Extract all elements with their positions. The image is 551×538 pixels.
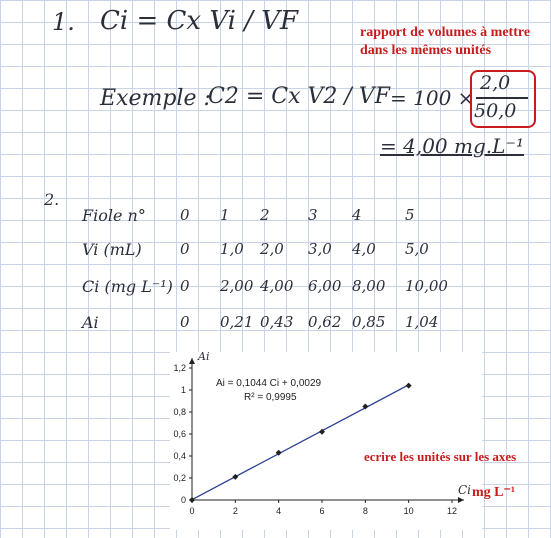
example-label: Exemple : [100, 86, 211, 111]
table-cell: 2 [260, 206, 270, 224]
table-cell: 5 [405, 206, 415, 224]
table-cell: 0,21 [220, 313, 254, 331]
y-tick-label: 0,2 [173, 473, 186, 483]
x-tick-label: 2 [232, 506, 238, 516]
table-row-label: Fiole n° [82, 206, 146, 225]
formula: Ci = Cx Vi / VF [100, 6, 299, 36]
trendline [192, 385, 409, 500]
table-row-label: Ai [82, 313, 99, 332]
table-cell: 1 [220, 206, 230, 224]
table-cell: 2,00 [220, 277, 254, 295]
data-point [232, 474, 238, 480]
example-multiplier: = 100 × [390, 86, 475, 110]
table-cell: 0,43 [260, 313, 294, 331]
table-cell: 2,0 [260, 240, 284, 258]
x-tick-label: 10 [403, 506, 414, 516]
y-axis-label: Ai [198, 352, 210, 363]
y-tick-label: 0,4 [173, 451, 186, 461]
x-axis-unit-annotation: mg L⁻¹ [472, 485, 516, 500]
annotation-volumes: rapport de volumes à mettre dans les mêmes unités [360, 25, 531, 58]
data-point [406, 383, 412, 389]
y-tick-label: 0,6 [173, 429, 186, 439]
x-axis-label: Ci [458, 483, 472, 497]
table-cell: 1,0 [220, 240, 244, 258]
table-cell: 8,00 [352, 277, 386, 295]
x-axis-arrow [458, 497, 464, 503]
table-cell: 0,62 [308, 313, 342, 331]
table-cell: 0 [180, 313, 190, 331]
table-cell: 4,0 [352, 240, 376, 258]
ratio-bar [476, 97, 528, 99]
x-tick-label: 0 [189, 506, 195, 516]
table-row-label: Ci (mg L⁻¹) [82, 277, 173, 296]
ratio-numerator: 2,0 [480, 72, 511, 94]
x-tick-label: 4 [276, 506, 282, 516]
table-cell: 1,04 [405, 313, 439, 331]
x-tick-label: 6 [319, 506, 325, 516]
table-cell: 3,0 [308, 240, 332, 258]
example-formula: C2 = Cx V2 / VF [208, 84, 390, 109]
table-cell: 0,85 [352, 313, 386, 331]
y-tick-label: 0,8 [173, 407, 186, 417]
table-cell: 0 [180, 206, 190, 224]
part1-number: 1. [52, 8, 75, 36]
table-cell: 10,00 [405, 277, 448, 295]
graph-panel [170, 352, 482, 530]
ratio-denominator: 50,0 [474, 100, 517, 122]
trendline-equation: Ai = 0,1044 Ci + 0,0029 [216, 378, 322, 389]
y-tick-label: 0 [180, 495, 186, 505]
table-cell: 4 [352, 206, 362, 224]
table-cell: 0 [180, 240, 190, 258]
table-row-label: Vi (mL) [82, 240, 142, 259]
table-cell: 0 [180, 277, 190, 295]
r-squared: R² = 0,9995 [244, 392, 297, 403]
table-cell: 3 [308, 206, 318, 224]
part2-number: 2. [44, 190, 60, 209]
example-result: = 4,00 mg.L⁻¹ [380, 134, 524, 158]
x-tick-label: 8 [362, 506, 368, 516]
table-cell: 4,00 [260, 277, 294, 295]
table-cell: 6,00 [308, 277, 342, 295]
table-cell: 5,0 [405, 240, 429, 258]
y-tick-label: 1 [180, 385, 186, 395]
x-tick-label: 12 [446, 506, 458, 516]
annotation-axes: ecrire les unités sur les axes [364, 449, 517, 464]
y-tick-label: 1,2 [173, 363, 186, 373]
y-axis-arrow [189, 358, 195, 364]
